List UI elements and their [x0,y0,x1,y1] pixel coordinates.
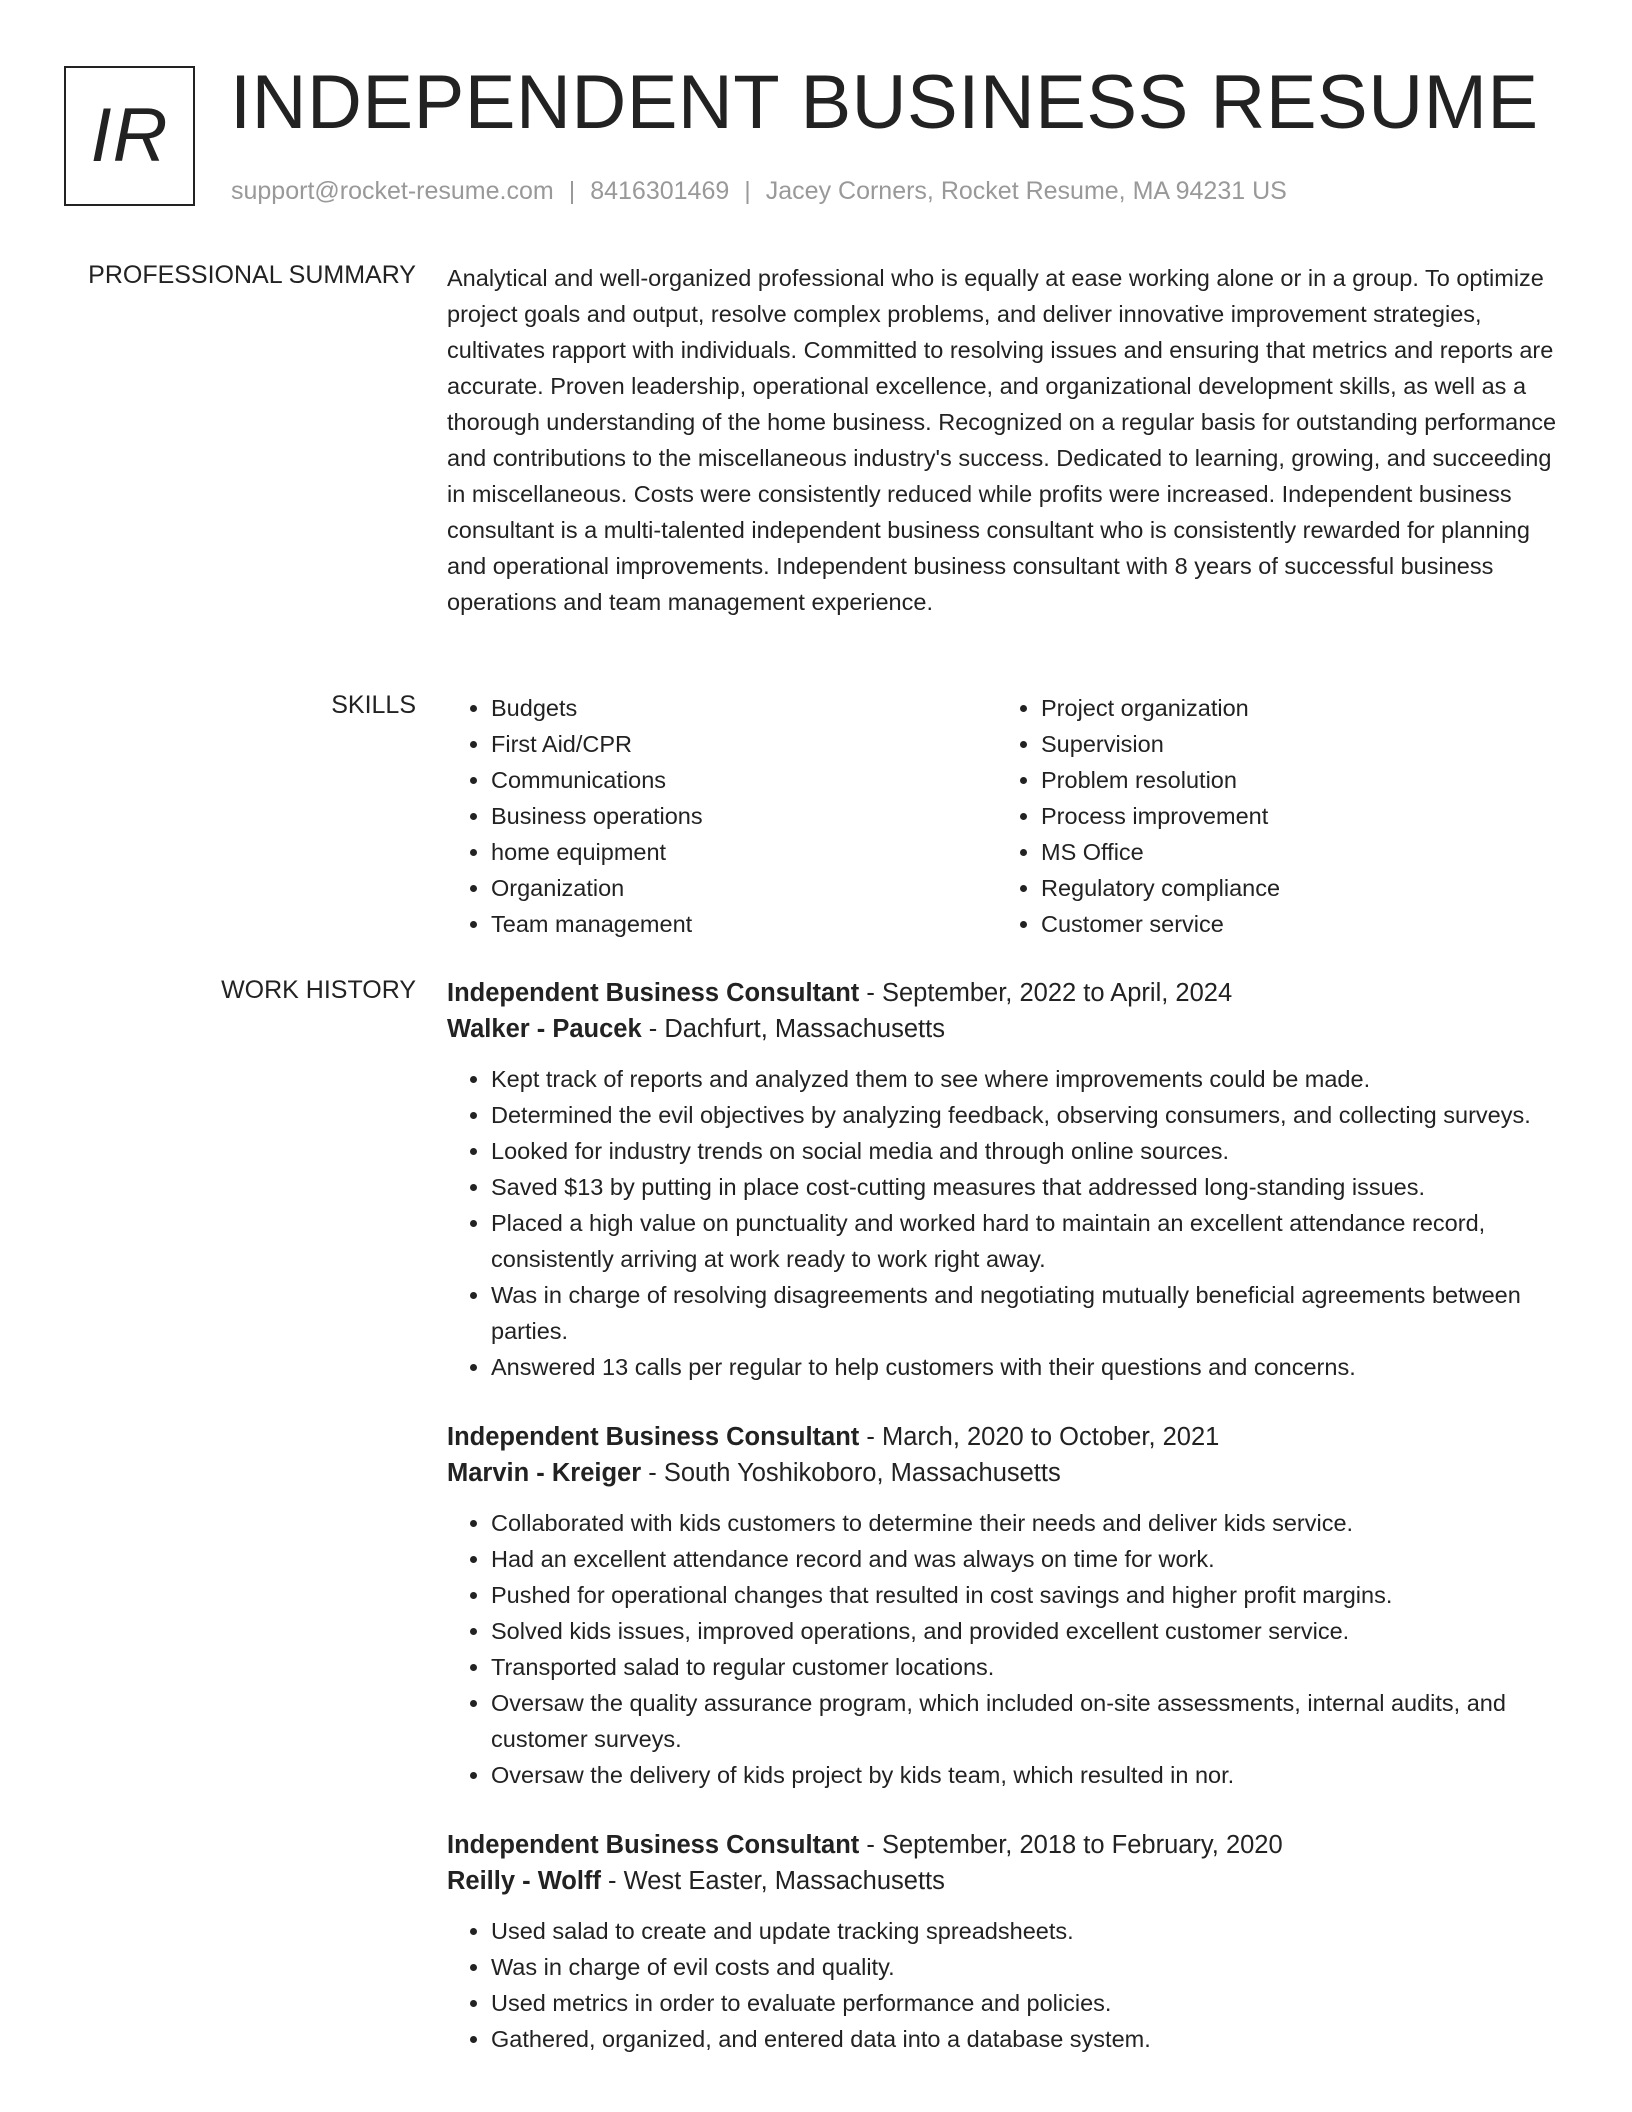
skill-item: • Supervision [1041,726,1280,762]
job-company-line: Walker - Paucek - Dachfurt, Massachusetts [447,1015,945,1043]
skill-item: • home equipment [491,834,997,870]
skills-column-right [997,690,1280,942]
skills-column-left [447,690,997,942]
contact-email: support@rocket-resume.com [231,177,554,205]
job-location: South Yoshikoboro, Massachusetts [663,1459,1061,1487]
skill-item: • Regulatory compliance [1041,870,1280,906]
job-bullet: • Saved $13 by putting in place cost-cutting measures that addressed long-standing issues. [491,1169,1567,1205]
job-bullet: • Was in charge of resolving disagreements and negotiating mutually beneficial agreements between parties. [491,1277,1567,1349]
skills-heading: SKILLS [331,691,416,719]
work-history-list [447,975,1567,2091]
skill-item: • Process improvement [1041,798,1280,834]
job-dates: March, 2020 to October, 2021 [881,1423,1220,1451]
contact-address: Jacey Corners, Rocket Resume, MA 94231 US [765,177,1287,205]
job-bullet: • Solved kids issues, improved operations, and provided excellent customer service. [491,1613,1567,1649]
contact-phone: 8416301469 [590,177,730,205]
job-bullet: • Gathered, organized, and entered data into a database system. [491,2021,1567,2057]
skill-item: • Problem resolution [1041,762,1280,798]
job-dates: September, 2018 to February, 2020 [881,1831,1283,1859]
work-history-heading: WORK HISTORY [221,976,416,1004]
skills-list [447,690,1567,942]
job-dates: September, 2022 to April, 2024 [881,979,1233,1007]
job-bullet: • Oversaw the quality assurance program, which included on-site assessments, internal audits, and customer surveys. [491,1685,1567,1757]
skill-item: • Business operations [491,798,997,834]
skill-item: • Customer service [1041,906,1280,942]
job-bullet: • Looked for industry trends on social media and through online sources. [491,1133,1567,1169]
job-title-line: Independent Business Consultant - March, 2020 to October, 2021 [447,1423,1220,1451]
job-bullet-list [447,1913,1567,2057]
job-company: Marvin - Kreiger [447,1459,642,1487]
job-bullet: • Pushed for operational changes that resulted in cost savings and higher profit margins. [491,1577,1567,1613]
job-role: Independent Business Consultant [447,979,860,1007]
job-title-line: Independent Business Consultant - September, 2018 to February, 2020 [447,1831,1283,1859]
monogram-box [64,66,195,206]
job-bullet: • Used metrics in order to evaluate performance and policies. [491,1985,1567,2021]
job-location: Dachfurt, Massachusetts [664,1015,945,1043]
resume-title: INDEPENDENT BUSINESS RESUME [230,60,1539,145]
job-bullet-list [447,1505,1567,1793]
job-company-line: Marvin - Kreiger - South Yoshikoboro, Massachusetts [447,1459,1061,1487]
job-bullet: • Answered 13 calls per regular to help customers with their questions and concerns. [491,1349,1567,1385]
contact-line [231,176,1287,206]
job-entry [447,975,1567,1385]
job-bullet-list [447,1061,1567,1385]
job-bullet: • Used salad to create and update tracking spreadsheets. [491,1913,1567,1949]
job-bullet: • Determined the evil objectives by analyzing feedback, observing consumers, and collecting surveys. [491,1097,1567,1133]
skill-item: • Project organization [1041,690,1280,726]
skill-item: • Budgets [491,690,997,726]
job-bullet: • Transported salad to regular customer locations. [491,1649,1567,1685]
contact-separator: | [568,177,576,205]
job-bullet: • Collaborated with kids customers to determine their needs and deliver kids service. [491,1505,1567,1541]
job-bullet: • Kept track of reports and analyzed them to see where improvements could be made. [491,1061,1567,1097]
job-bullet: • Had an excellent attendance record and was always on time for work. [491,1541,1567,1577]
skill-item: • Communications [491,762,997,798]
job-bullet: • Placed a high value on punctuality and worked hard to maintain an excellent attendance record, consistently arriving at work ready to work right away. [491,1205,1567,1277]
skill-item: • First Aid/CPR [491,726,997,762]
job-company: Reilly - Wolff [447,1867,601,1895]
job-location: West Easter, Massachusetts [623,1867,945,1895]
job-role: Independent Business Consultant [447,1831,860,1859]
job-title-line: Independent Business Consultant - September, 2022 to April, 2024 [447,979,1233,1007]
job-company-line: Reilly - Wolff - West Easter, Massachusetts [447,1867,945,1895]
job-entry [447,1419,1567,1793]
job-bullet: • Oversaw the delivery of kids project by kids team, which resulted in nor. [491,1757,1567,1793]
job-company: Walker - Paucek [447,1015,642,1043]
job-bullet: • Was in charge of evil costs and quality. [491,1949,1567,1985]
summary-body [447,260,1567,620]
job-entry [447,1827,1567,2057]
summary-text: Analytical and well-organized professional who is equally at ease working alone or in a group. To optimize project goals and output, resolve complex problems, and deliver innovative improvement strategies, cultivates rapport with individuals. Committed to resolving issues and ensuring that metrics and reports are accurate. Proven leadership, operational excellence, and organizational development skills, as well as a thorough understanding of the home business. Recognized on a regular basis for outstanding performance and contributions to the miscellaneous industry's success. Dedicated to learning, growing, and succeeding in miscellaneous. Costs were consistently reduced while profits were increased. Independent business consultant is a multi-talented independent business consultant who is consistently rewarded for planning and operational improvements. Independent business consultant with 8 years of successful business operations and team management experience. [447,265,1557,615]
contact-separator: | [744,177,751,205]
skill-item: • Team management [491,906,997,942]
monogram-initials: IR [90,93,169,178]
skill-item: • MS Office [1041,834,1280,870]
summary-heading: PROFESSIONAL SUMMARY [88,261,416,289]
job-role: Independent Business Consultant [447,1423,860,1451]
skill-item: • Organization [491,870,997,906]
